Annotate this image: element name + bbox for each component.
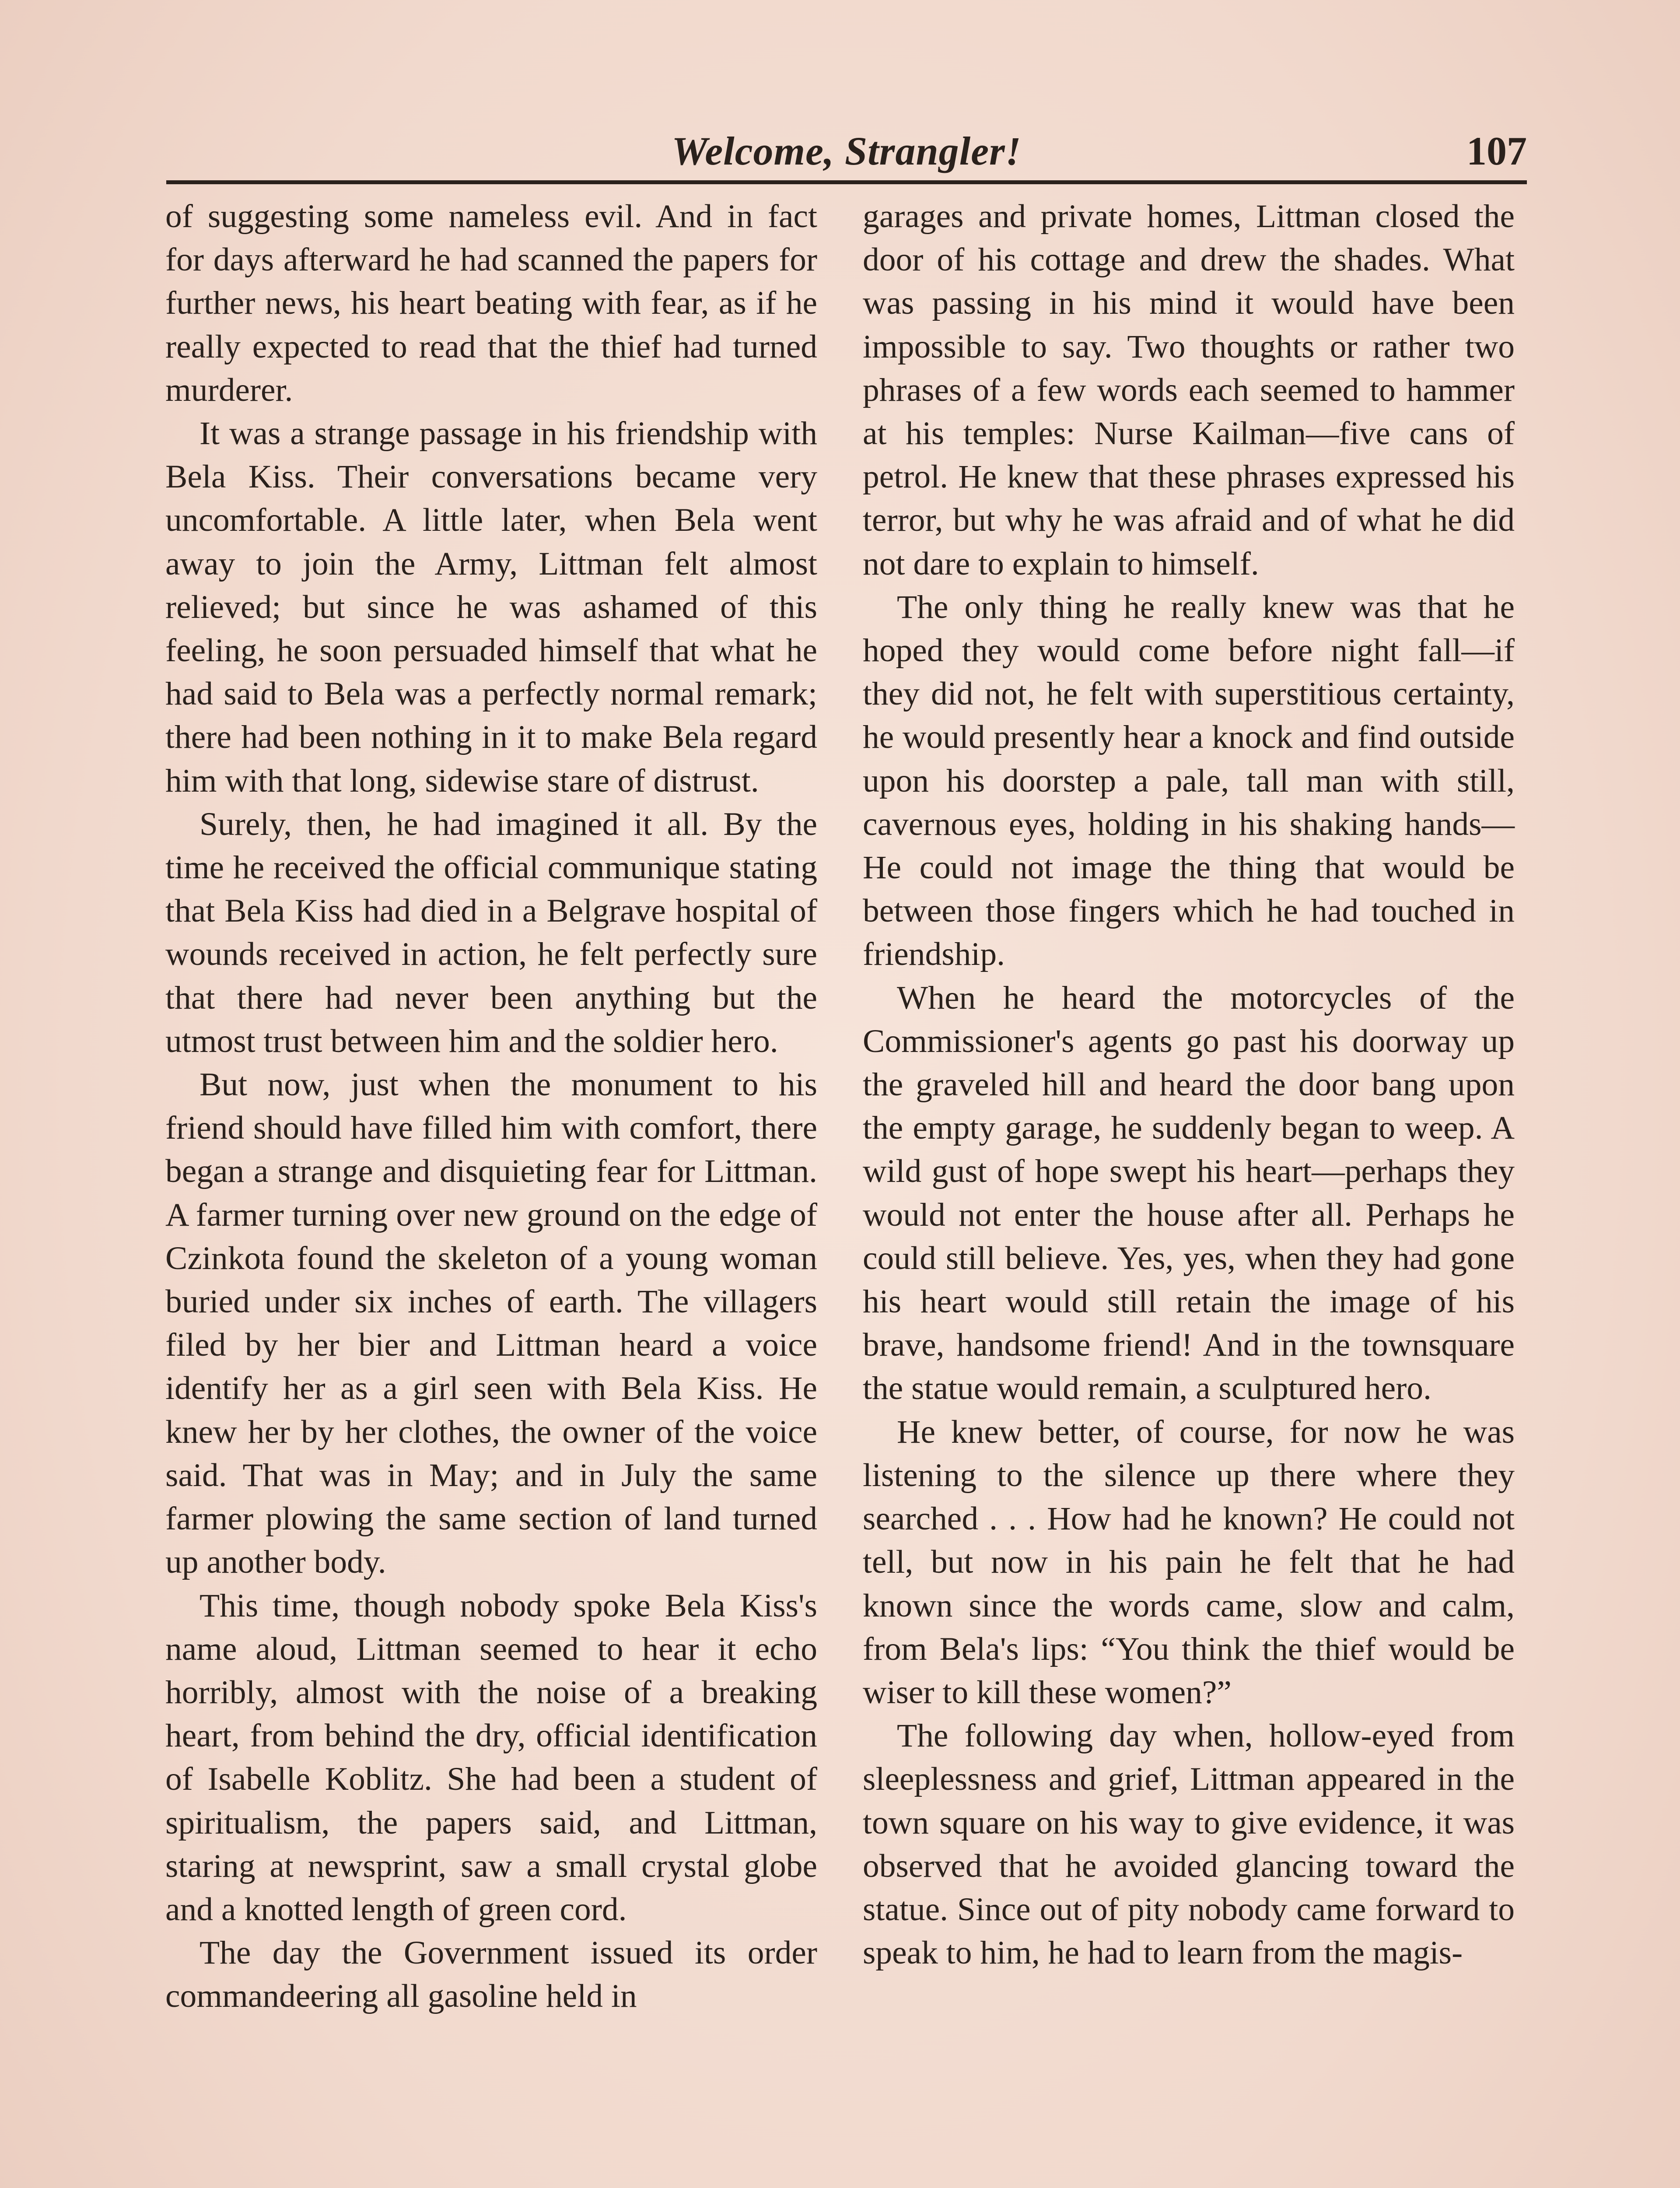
- page-header: [166, 125, 1527, 177]
- running-title: Welcome, Strangler!: [672, 129, 1022, 173]
- paragraph: The following day when, hollow-eyed from sleeplessness and grief, Littman appeared in the town square on his way to give evidence, it was observed that he avoided glancing toward the statue. Since out of pity nobody came forward to speak to him, he had to learn from the magis-: [863, 1718, 1515, 1971]
- paragraph: But now, just when the monument to his friend should have filled him with comfort, there began a strange and disquieting fear for Littman. A farmer turning over new ground on the edge of Czinkota found the skeleton of a young woman buried under six inches of earth. The villagers filed by her bier and Littman heard a voice identify her as a girl seen with Bela Kiss. He knew her by her clothes, the owner of the voice said. That was in May; and in July the same farmer plowing the same section of land turned up another body.: [165, 1066, 817, 1581]
- paragraph: It was a strange passage in his friendship with Bela Kiss. Their conversations became very uncomfortable. A little later, when Bela went away to join the Army, Littman felt almost relieved; but since he was ashamed of this feeling, he soon persuaded himself that what he had said to Bela was a perfectly normal remark; there had been nothing in it to make Bela regard him with that long, sidewise stare of distrust.: [165, 415, 817, 799]
- paragraph: garages and private homes, Littman closed the door of his cottage and drew the shades. What was passing in his mind it would have been impossible to say. Two thoughts or rather two phrases of a few words each seemed to hammer at his temples: Nurse Kailman—five cans of petrol. He knew that these phrases expressed his terror, but why he was afraid and of what he did not dare to explain to himself.: [863, 198, 1515, 582]
- paragraph: The only thing he really knew was that he hoped they would come before night fall—if they did not, he felt with superstitious certainty, he would presently hear a knock and find outside upon his doorstep a pale, tall man with still, cavernous eyes, holding in his shaking hands—He could not image the thing that would be between those fingers which he had touched in friendship.: [863, 589, 1515, 973]
- header-rule: [166, 180, 1527, 184]
- paragraph: Surely, then, he had imagined it all. By the time he received the official communique stating that Bela Kiss had died in a Belgrave hospital of wounds received in action, he felt perfectly sure that there had never been anything but the utmost trust between him and the soldier hero.: [165, 806, 817, 1059]
- right-column: [863, 195, 1515, 1974]
- paragraph: When he heard the motorcycles of the Commissioner's agents go past his doorway up the graveled hill and heard the door bang upon the empty garage, he suddenly began to weep. A wild gust of hope swept his heart—perhaps they would not enter the house after all. Perhaps he could still believe. Yes, yes, when they had gone his heart would still retain the image of his brave, handsome friend! And in the townsquare the statue would remain, a sculptured hero.: [863, 979, 1515, 1407]
- paragraph: The day the Government issued its order commandeering all gasoline held in: [165, 1935, 817, 2015]
- paragraph: This time, though nobody spoke Bela Kiss's name aloud, Littman seemed to hear it echo horribly, almost with the noise of a breaking heart, from behind the dry, official identification of Isabelle Koblitz. She had been a student of spiritualism, the papers said, and Littman, staring at newsprint, saw a small crystal globe and a knotted length of green cord.: [165, 1587, 817, 1928]
- paragraph: He knew better, of course, for now he was listening to the silence up there where they searched . . . How had he known? He could not tell, but now in his pain he felt that he had known since the words came, slow and calm, from Bela's lips: “You think the thief would be wiser to kill these women?”: [863, 1413, 1515, 1711]
- left-column: [165, 195, 817, 2018]
- page-number: 107: [1466, 129, 1527, 173]
- paragraph: of suggesting some nameless evil. And in fact for days afterward he had scanned the papers for further news, his heart beating with fear, as if he really expected to read that the thief had turned murderer.: [165, 198, 817, 408]
